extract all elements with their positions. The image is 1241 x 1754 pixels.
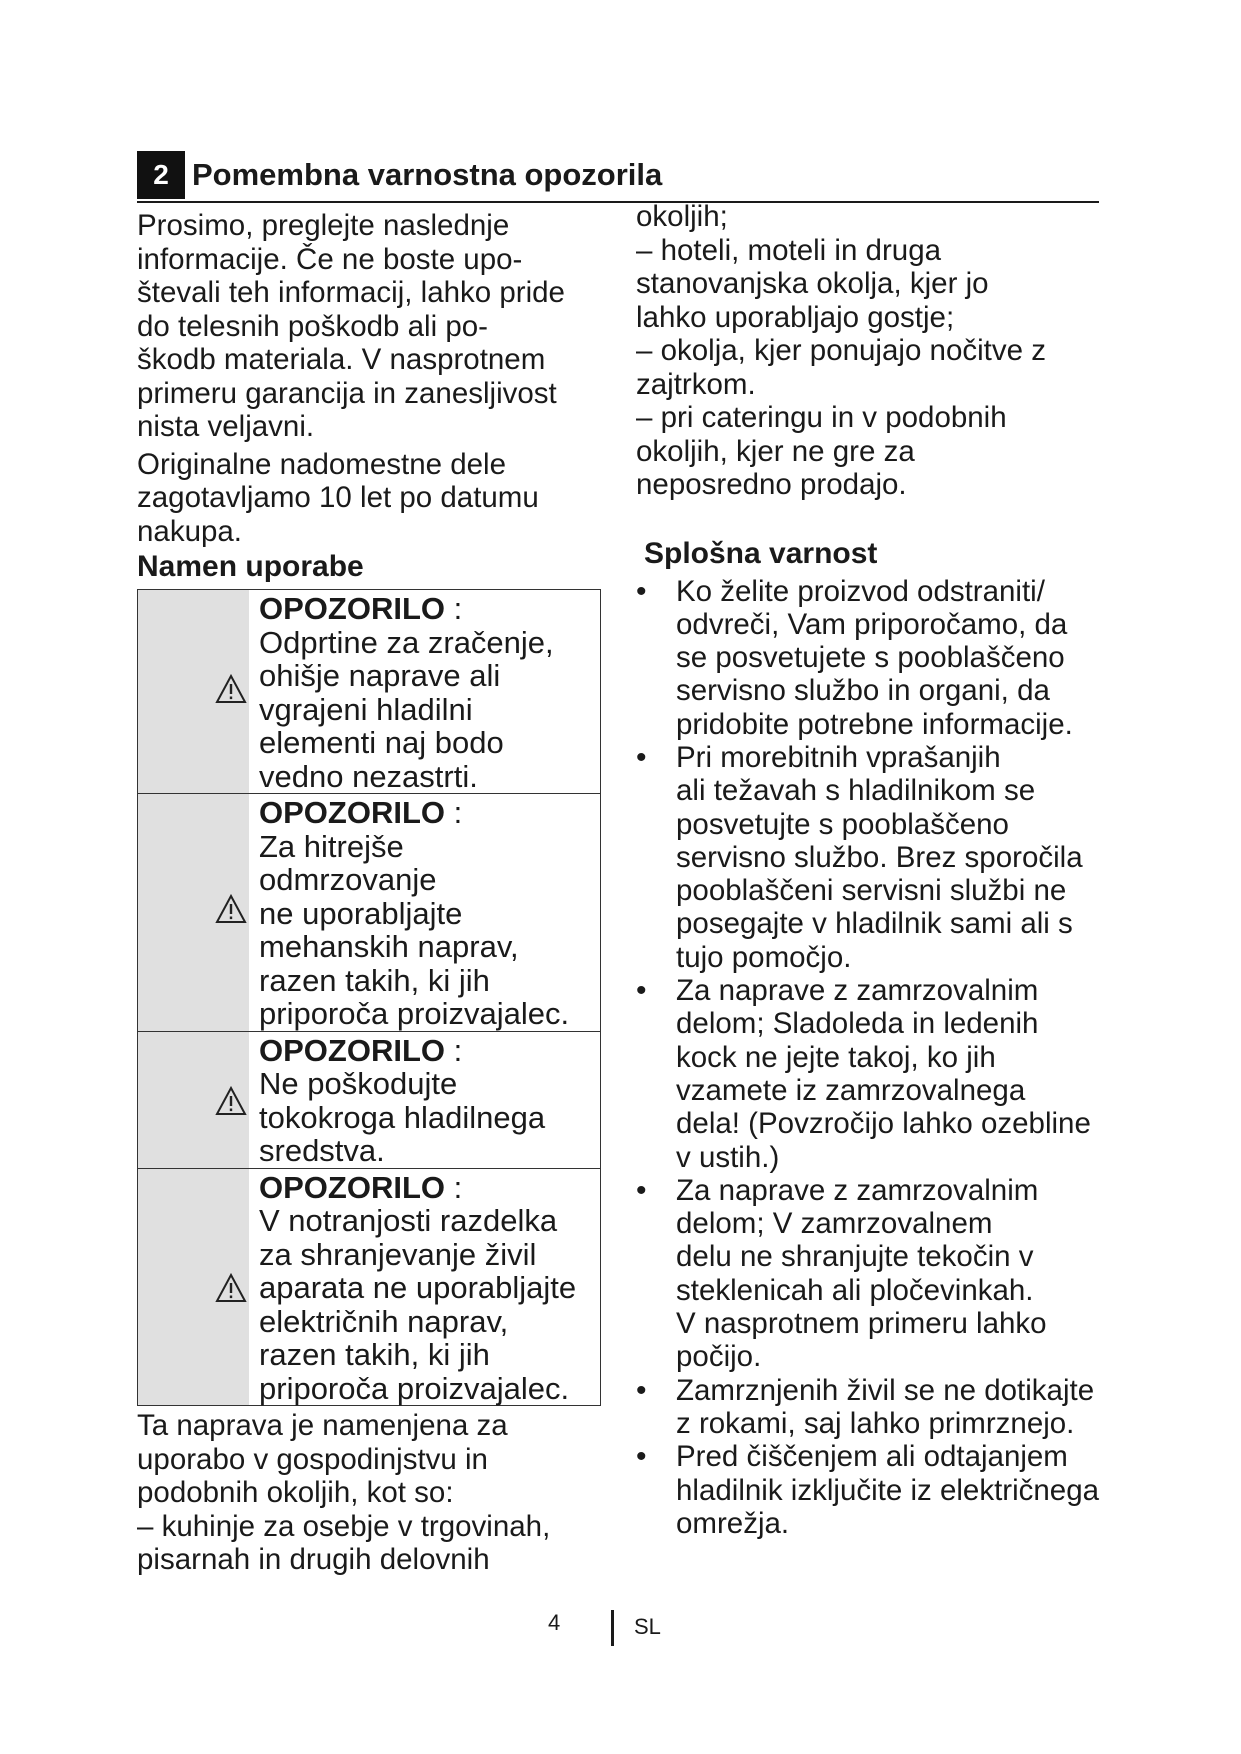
chapter-title: Pomembna varnostna opozorila xyxy=(192,157,663,192)
section-header xyxy=(137,151,1099,203)
warning-text: OPOZORILO : Odprtine za zračenje, ohišje naprave ali vgrajeni hladilni elementi naj bodo vedno nezastrti. xyxy=(259,591,554,794)
bullet-icon: • xyxy=(636,1173,647,1207)
warning-label: OPOZORILO xyxy=(259,795,445,830)
bullet-icon: • xyxy=(636,974,647,1008)
page-number: 4 xyxy=(548,1610,561,1635)
warning-triangle-icon xyxy=(215,1273,247,1303)
language-code: SL xyxy=(634,1614,661,1639)
intended-use-heading: Namen uporabe xyxy=(137,550,364,583)
bullet-icon: • xyxy=(636,1440,647,1474)
warning-label: OPOZORILO xyxy=(259,1032,445,1068)
right-column xyxy=(636,200,1136,1540)
environments-list: okoljih; – hoteli, moteli in druga stanovanjska okolja, kjer jo lahko uporabljajo gostje; – okolja, kjer ponujajo nočitve z zajtrkom. – pri cateringu in v podobnih okoljih, kjer ne gre za neposredno prodajo. xyxy=(636,200,1046,501)
list-item: • Ko želite proizvod odstraniti/ odvreči, Vam priporočamo, da se posvetujete s pooblaščeno servisno službo in organi, da pridobite potrebne informacije. xyxy=(636,574,1073,741)
bullet-icon: • xyxy=(636,740,647,774)
warning-text: OPOZORILO : V notranjosti razdelka za shranjevanje živil aparata ne uporabljajte električnih naprav, razen takih, ki jih priporoča proizvajalec. xyxy=(259,1169,577,1406)
spare-parts-paragraph: Originalne nadomestne dele zagotavljamo 10 let po datumu nakupa. xyxy=(137,447,539,548)
footer-divider xyxy=(611,1610,614,1646)
chapter-number-badge: 2 xyxy=(137,151,185,199)
warning-text: OPOZORILO : Ne poškodujte tokokroga hladilnega sredstva. xyxy=(259,1032,546,1168)
left-column xyxy=(137,209,607,586)
safety-bullet-list xyxy=(636,575,1136,1541)
warning-triangle-icon xyxy=(215,674,247,704)
warning-triangle-icon xyxy=(215,894,247,924)
warning-table xyxy=(137,589,601,1406)
warning-label: OPOZORILO xyxy=(259,1169,445,1205)
list-item: • Zamrznjenih živil se ne dotikajte z rokami, saj lahko primrznejo. xyxy=(636,1373,1095,1440)
bullet-icon: • xyxy=(636,574,647,608)
warning-text: OPOZORILO : Za hitrejše odmrzovanje ne uporabljajte mehanskih naprav, razen takih, ki jih priporoča proizvajalec. xyxy=(259,795,570,1031)
warning-row xyxy=(138,794,600,1032)
warning-row xyxy=(138,590,600,794)
warning-row xyxy=(138,1169,600,1406)
bullet-icon: • xyxy=(636,1373,647,1407)
intro-paragraph: Prosimo, preglejte naslednje informacije. Če ne boste upo- števali teh informacij, lahko pride do telesnih poškodb ali po- škodb materiala. V nasprotnem primeru garancija in zanesljivost nista veljavni. xyxy=(137,209,565,443)
warning-label: OPOZORILO xyxy=(259,591,445,626)
list-item: • Pri morebitnih vprašanjih ali težavah s hladilnikom se posvetujte s pooblaščeno servisno službo. Brez sporočila pooblaščeni servisni službi ne posegajte v hladilnik sami ali s tujo pomočjo. xyxy=(636,740,1083,974)
warning-triangle-icon xyxy=(215,1086,247,1116)
general-safety-heading: Splošna varnost xyxy=(644,536,878,570)
warning-row xyxy=(138,1032,600,1169)
list-item: • Pred čiščenjem ali odtajanjem hladilnik izključite iz električnega omrežja. xyxy=(636,1440,1100,1540)
list-item: • Za naprave z zamrzovalnim delom; V zamrzovalnem delu ne shranjujte tekočin v steklenicah ali pločevinkah. V nasprotnem primeru lahko počijo. xyxy=(636,1173,1047,1374)
list-item: • Za naprave z zamrzovalnim delom; Sladoleda in ledenih kock ne jejte takoj, ko jih vzamete iz zamrzovalnega dela! (Povzročijo lahko ozebline v ustih.) xyxy=(636,974,1091,1174)
intended-use-paragraph: Ta naprava je namenjena za uporabo v gospodinjstvu in podobnih okoljih, kot so: – kuhinje za osebje v trgovinah, pisarnah in drugih delovnih xyxy=(137,1409,551,1576)
